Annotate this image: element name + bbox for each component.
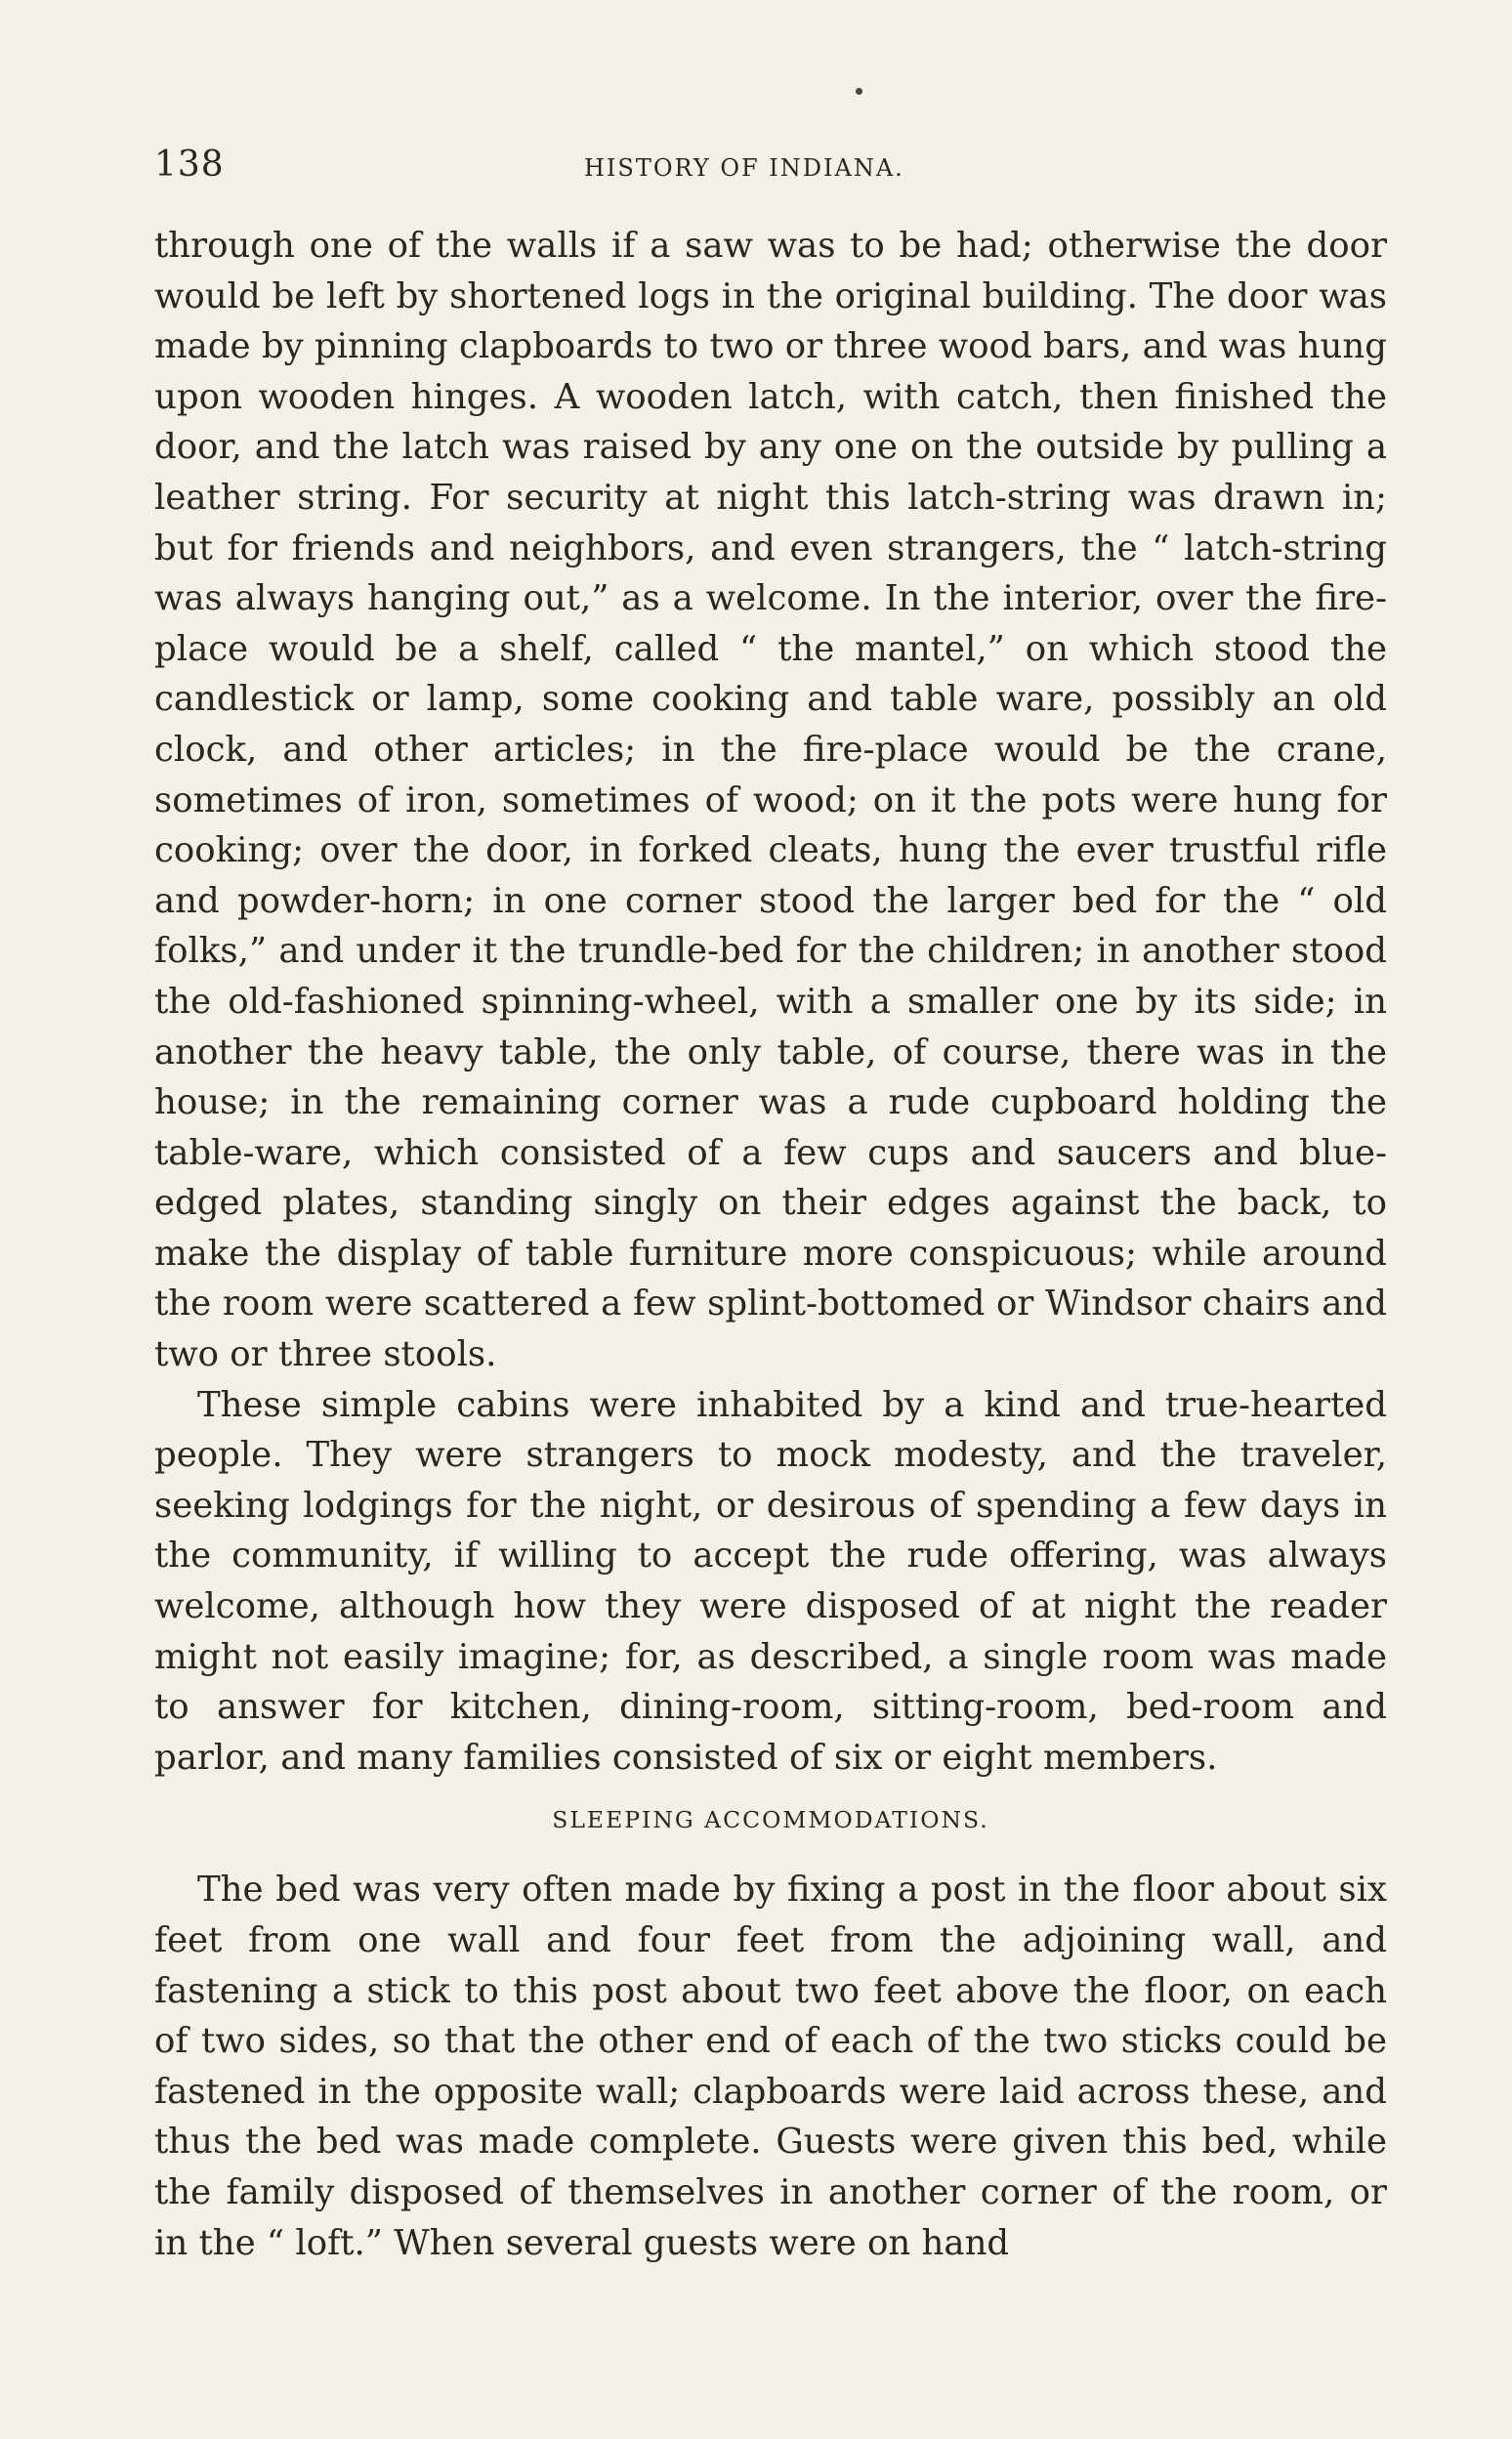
paragraph-sleeping: The bed was very often made by fixing a post in the floor about six feet from one wall and four feet from the adjoining wall, and fastening a stick to this post about two feet above the floor, on each of two sides, so that the other end of each of the two sticks could be fastened in the opposite wall; clapboards were laid across these, and thus the bed was made complete. Guests were given this bed, while the family disposed of themselves in another corner of the room, or in the “ loft.” When several guests were on hand: [154, 1870, 1387, 2263]
body-text: [154, 221, 1387, 2268]
page-number: 138: [154, 145, 225, 185]
page-header: [154, 145, 1395, 193]
ink-speck: [856, 88, 862, 95]
paragraph-cabin-interior: through one of the walls if a saw was to be had; otherwise the door would be left by shortened logs in the original building. The door was made by pinning clapboards to two or three wood bars, and was hung upon wooden hinges. A wooden latch, with catch, then finished the door, and the latch was raised by any one on the outside by pulling a leather string. For security at night this latch-string was drawn in; but for friends and neighbors, and even strangers, the “ latch-string was always hanging out,” as a welcome. In the interior, over the fire-place would be a shelf, called “ the mantel,” on which stood the candlestick or lamp, some cooking and table ware, possibly an old clock, and other articles; in the fire-place would be the crane, sometimes of iron, sometimes of wood; on it the pots were hung for cooking; over the door, in forked cleats, hung the ever trustful rifle and powder-horn; in one corner stood the larger bed for the “ old folks,” and under it the trundle-bed for the children; in another stood the old-fashioned spinning-wheel, with a smaller one by its side; in another the heavy table, the only table, of course, there was in the house; in the remaining corner was a rude cupboard holding the table-ware, which consisted of a few cups and saucers and blue-edged plates, standing singly on their edges against the back, to make the display of table furniture more conspicuous; while around the room were scattered a few splint-bottomed or Windsor chairs and two or three stools.: [154, 226, 1387, 1375]
running-head: HISTORY OF INDIANA.: [584, 154, 904, 182]
section-heading: SLEEPING ACCOMMODATIONS.: [552, 1806, 989, 1834]
paragraph-inhabitants: These simple cabins were inhabited by a kind and true-hearted people. They were strangers to mock modesty, and the traveler, seeking lodgings for the night, or desirous of spending a few days in the community, if willing to accept the rude offering, was always welcome, although how they were disposed of at night the reader might not easily imagine; for, as described, a single room was made to answer for kitchen, dining-room, sitting-room, bed-room and parlor, and many families consisted of six or eight members.: [154, 1384, 1387, 1778]
